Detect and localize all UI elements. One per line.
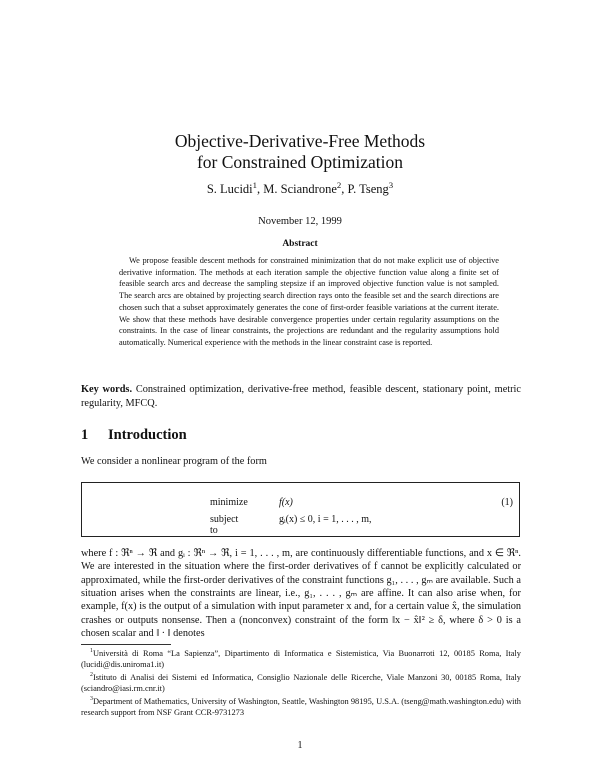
author-list: S. Lucidi$^1$, M. Sciandrone$^2$, P. Tseng$^3$: [206, 179, 394, 196]
section-title: Introduction: [108, 427, 187, 443]
intro-sentence: We consider a nonlinear program of the form: [81, 456, 267, 467]
keywords: [81, 383, 521, 410]
footnote-text: Università di Roma “La Sapienza”, Dipartimento di Informatica e Sistemistica, Via Buonarroti 12, 00185 Roma, Italy (lucidi@dis.uniroma1.it): [81, 649, 521, 670]
keywords-text: Constrained optimization, derivative-free method, feasible descent, stationary point, metric regularity, MFCQ.: [81, 384, 521, 409]
footnote: [81, 672, 521, 695]
page-number: 1: [297, 740, 303, 751]
footnote: [81, 648, 521, 671]
equation-box: [81, 482, 520, 537]
body-paragraph: where f : ℜⁿ → ℜ and gᵢ : ℜⁿ → ℜ, i = 1, . . . , m, are continuously differentiable functions, and x ∈ ℜⁿ. We are interested in the situation where the first-order derivatives of f cannot be explicitly calculated or approximated, while the first-order derivatives of the constraint functions g₁, . . . , gₘ are available. Such a situation arises when the constraints are linear, i.e., g₁, . . . , gₘ are affine. It can also arise when, for example, f(x) is the output of a simulation with input parameter x and, for a certain value x̂, the simulation crashes or outputs nonsense. Then a (nonconvex) constraint of the form ‖x − x̂‖² ≥ δ, where δ > 0 is a chosen scalar and ‖ · ‖ denotes: [81, 548, 521, 640]
author-footnote-mark: 1: [252, 179, 258, 190]
author-name: M. Sciandrone: [263, 182, 337, 196]
author-name: S. Lucidi: [206, 182, 253, 196]
paper-title-line-2: for Constrained Optimization: [196, 152, 404, 172]
footnote-text: Department of Mathematics, University of Washington, Seattle, Washington 98195, U.S.A. (tseng@math.washington.edu) with research support from NSF Grant CCR-9731273: [81, 697, 521, 718]
paper-date: November 12, 1999: [258, 216, 342, 227]
footnote-mark: 3: [90, 696, 93, 703]
keywords-label: Key words.: [81, 384, 133, 395]
section-heading: [81, 427, 187, 444]
abstract-heading: Abstract: [282, 239, 318, 249]
paper-title-line-1: Objective-Derivative-Free Methods: [174, 131, 426, 151]
equation-label: minimize: [210, 497, 248, 508]
footnote-text: Istituto di Analisi dei Sistemi ed Informatica, Consiglio Nazionale delle Ricerche, Viale Manzoni 30, 00185 Roma, Italy (sciandro@iasi.rm.cnr.it): [81, 673, 521, 694]
footnote-mark: 1: [90, 648, 93, 655]
equation-label: subject to: [210, 514, 239, 536]
footnote-rule: [81, 644, 171, 645]
equation-body: gᵢ(x) ≤ 0, i = 1, . . . , m,: [279, 514, 372, 525]
author-footnote-mark: 2: [336, 179, 342, 190]
author-name: P. Tseng: [347, 182, 389, 196]
equation-body: f(x): [279, 497, 293, 508]
abstract-text: We propose feasible descent methods for constrained minimization that do not make explicit use of objective derivative information. The methods at each iteration sample the objective function value along a finite set of feasible search arcs and decrease the sampling stepsize if an improved objective function value is not sampled. The search arcs are obtained by projecting search direction rays onto the feasible set and the search directions are chosen such that a subset approximately generates the cone of first-order feasible variations at the current iterate. We show that these methods have desirable convergence properties under certain regularity assumptions on the constraints. In the case of linear constraints, the projections are redundant and the regularity assumptions hold automatically. Numerical experience with the methods in the linear constraint case is reported.: [119, 256, 499, 347]
section-number: 1: [81, 427, 89, 443]
footnote: [81, 696, 521, 719]
footnote-mark: 2: [90, 672, 93, 679]
author-footnote-mark: 3: [388, 179, 394, 190]
equation-number: (1): [501, 497, 513, 508]
